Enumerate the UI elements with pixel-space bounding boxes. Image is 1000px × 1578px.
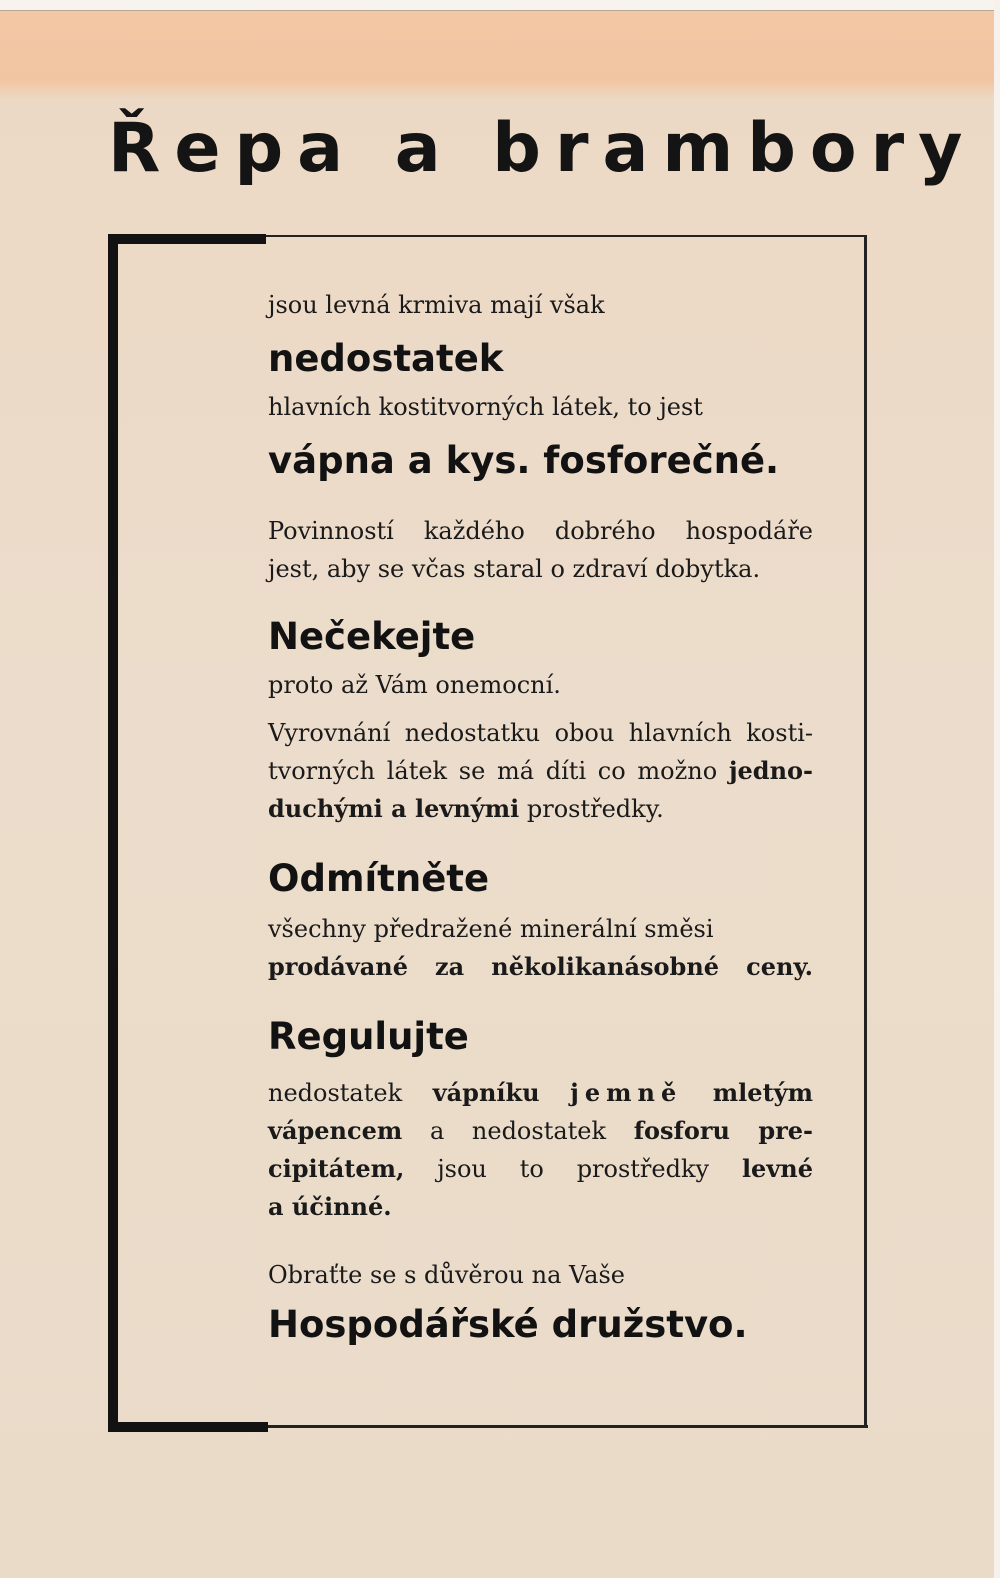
paragraph-line xyxy=(268,790,813,828)
flyer-body xyxy=(268,286,813,1350)
heading-odmitnete: Odmítněte xyxy=(268,857,490,900)
text-run-bold: vápníku xyxy=(432,1078,540,1107)
frame-bottom-thin-rule xyxy=(268,1425,868,1428)
frame-top-thick-rule xyxy=(108,234,266,244)
paragraph-line xyxy=(268,1112,813,1150)
paragraph-regulujte xyxy=(268,1074,813,1226)
line-kostitvornych: hlavních kostitvorných látek, to jest xyxy=(268,393,703,421)
heading-regulujte: Regulujte xyxy=(268,1015,469,1058)
text-run: nedostatek xyxy=(268,1079,433,1107)
text-run-spaced: jemně xyxy=(570,1078,683,1107)
paragraph-line: Vyrovnání nedostatku obou hlavních kosti- xyxy=(268,719,813,747)
text-run-bold: cipitátem, xyxy=(268,1154,405,1183)
line-obratte-se: Obraťte se s důvěrou na Vaše xyxy=(268,1261,625,1289)
heading-necekejte: Nečekejte xyxy=(268,615,476,658)
text-run: tvorných látek se má díti co možno xyxy=(268,757,729,785)
paragraph-line: a účinné. xyxy=(268,1192,392,1221)
paragraph-vyrovnani xyxy=(268,714,813,828)
frame-top-thin-rule xyxy=(266,235,866,237)
text-run-bold: fosforu pre- xyxy=(633,1116,814,1145)
text-run-bold: levné xyxy=(741,1154,813,1183)
heading-vapna: vápna a kys. fosforečné. xyxy=(268,439,780,482)
heading-nedostatek: nedostatek xyxy=(268,337,504,380)
frame-right-rule xyxy=(864,235,867,1428)
paragraph-smesi xyxy=(268,910,813,986)
paper-right-edge xyxy=(994,0,1000,1578)
text-run-bold: mletým xyxy=(712,1078,813,1107)
text-run: prostředky. xyxy=(519,795,664,823)
text-run-bold: duchými a levnými xyxy=(268,794,520,823)
paragraph-povinnosti xyxy=(268,512,813,588)
paragraph-line: všechny předražené minerální směsi xyxy=(268,915,714,943)
paragraph-line xyxy=(268,1150,813,1188)
paper-top-edge xyxy=(0,0,1000,11)
paragraph-line: prodávané za několikanásobné ceny. xyxy=(268,952,813,981)
frame-bottom-thick-rule xyxy=(108,1422,268,1432)
text-run: jsou to prostředky xyxy=(404,1155,742,1183)
text-run-bold: vápencem xyxy=(268,1116,403,1145)
paragraph-line: jest, aby se včas staral o zdraví dobytka. xyxy=(268,555,761,583)
text-run: a nedostatek xyxy=(402,1117,634,1145)
page-title: Řepa a brambory xyxy=(108,109,977,188)
text-run-bold: jedno- xyxy=(728,756,813,785)
frame-left-rule xyxy=(108,234,118,1432)
paragraph-line xyxy=(268,1074,813,1112)
paragraph-line xyxy=(268,752,813,790)
heading-druzstvo: Hospodářské družstvo. xyxy=(268,1303,748,1346)
intro-line: jsou levná krmiva mají však xyxy=(268,291,605,319)
line-onemocni: proto až Vám onemocní. xyxy=(268,671,561,699)
paragraph-line: Povinností každého dobrého hospodáře xyxy=(268,517,813,545)
